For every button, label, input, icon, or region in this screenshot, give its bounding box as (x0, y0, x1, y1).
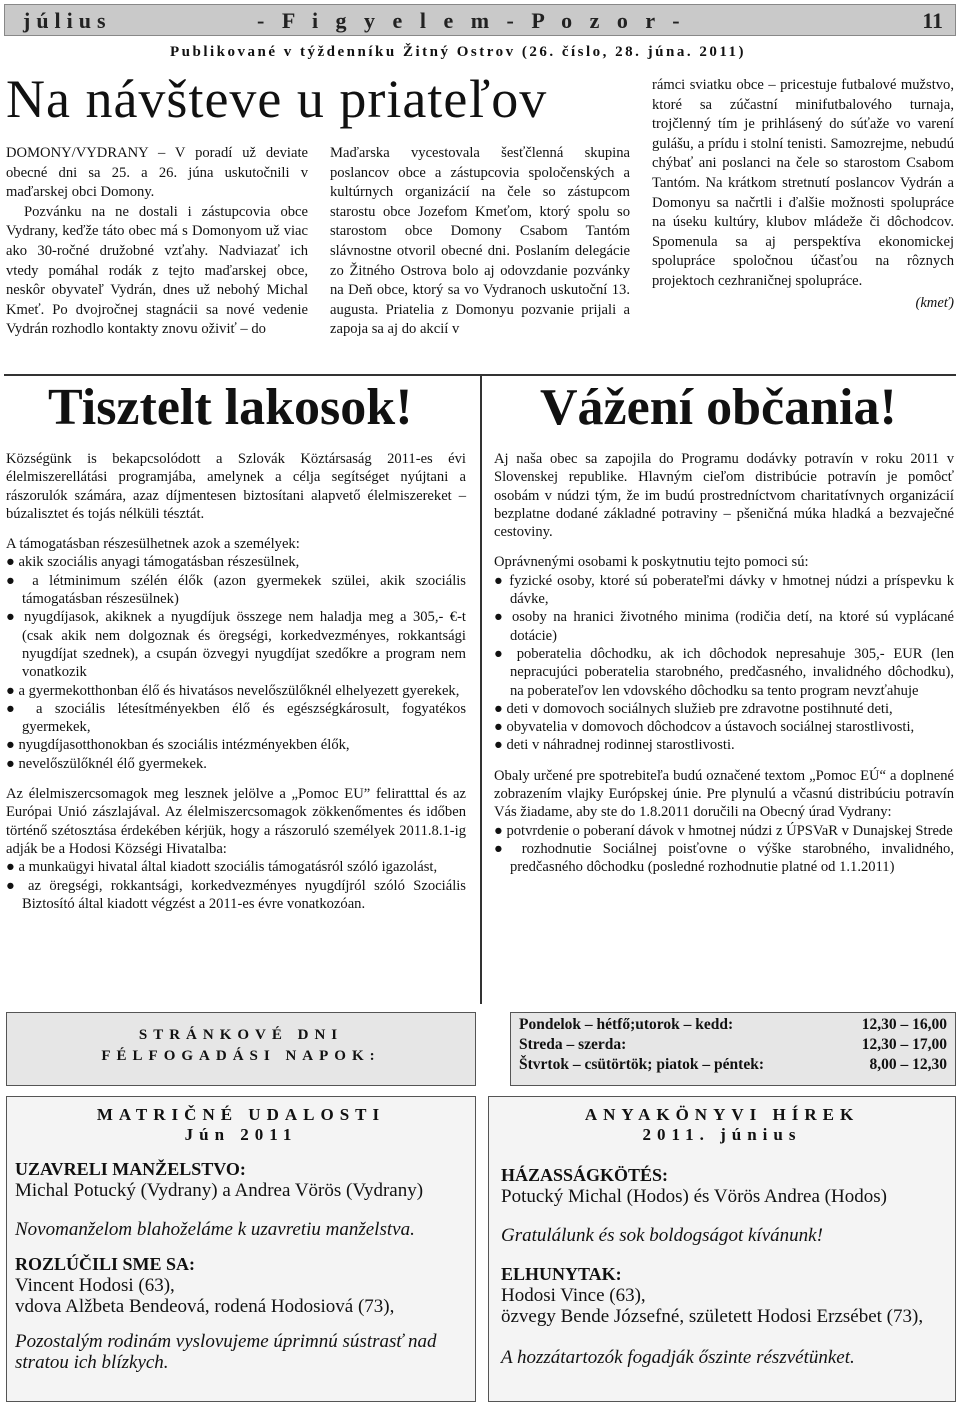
register-sk-died-heading: ROZLÚČILI SME SA: (15, 1254, 196, 1274)
column-divider (480, 374, 482, 1004)
register-hu-died: Hodosi Vince (63), (501, 1285, 646, 1306)
sk-packages: Obaly určené pre spotrebiteľa budú označené textom „Pomoc EÚ“ a doplnené zobrazením vlajky Európskej únie. Pre plynulú a včasnú distribúciu potravín Vás žiadame, aby ste do 1.8.2011 doručili na Obecný úrad Vydrany: (494, 767, 954, 821)
table-row (519, 1035, 947, 1055)
office-hours-label-box (6, 1012, 476, 1086)
hours-days: Pondelok – hétfő;utorok – kedd: (519, 1016, 734, 1033)
register-sk-died: Vincent Hodosi (63), (15, 1275, 175, 1296)
article-col-2 (330, 144, 630, 340)
list-item: ● potvrdenie o poberaní dávok v hmotnej núdzi z ÚPSVaR v Dunajskej Strede (494, 822, 953, 839)
table-row (519, 1055, 947, 1075)
list-item: ● nyugdíjasotthonokban és szociális intézményekben élők, (6, 737, 350, 754)
article-paragraph: Maďarska vycestovala šesťčlenná skupina poslancov obce a zástupcovia spoločenských a kultúrnych organizácií na čele so zástupcom starostu obce Jozefom Kmeťom, ktorý spolu so starostom obce Domony Csabom Tantóm slávnostne otvoril obecné dni. Poslaním delegácie zo Žitného Ostrova bolo aj odovzdanie pozvánky na Deň obce, ktorý sa vo Vydranoch uskutoční 13. augusta. Priatelia z Domonyu pozvanie prijali a zapoja sa aj do akcií v (330, 145, 630, 338)
header-month: július (23, 8, 112, 33)
register-hu-wish: Gratulálunk és sok boldogságot kívánunk! (501, 1225, 823, 1246)
table-row (519, 1015, 947, 1035)
list-item: ● a szociális létesítményekben élő és egészségkárosult, fogyatékos gyermekek, (6, 700, 466, 736)
list-item: ● a munkaügyi hivatal által kiadott szociális támogatásról szóló igazolást, (6, 859, 438, 876)
list-item: ● fyzické osoby, ktoré sú poberateľmi dávky v hmotnej núdzi a príspevku k dávke, (494, 572, 954, 608)
hu-eligible-heading: A támogatásban részesülhetnek azok a személyek: (6, 536, 300, 553)
register-sk-married: Michal Potucký (Vydrany) a Andrea Vörös (Vydrany) (15, 1180, 424, 1201)
register-sk-condolence: Pozostalým rodinám vyslovujeme úprimnú sústrasť nad stratou ich blízkych. (15, 1331, 437, 1373)
list-item: ● nevelőszülőknél élő gyermekek. (6, 755, 207, 772)
article-paragraph: DOMONY/VYDRANY – V poradí už deviate obecné dni sa 25. a 26. júna uskutočnili v maďarskej obci Domony. (6, 145, 308, 201)
article-paragraph: rámci sviatku obce – pricestuje futbalové mužstvo, ktoré sa zúčastní minifutbalového turnaja, trojčlenný tím je prihlásený do súťaže vo varení gulášu, a prídu i stolní tenisti. Samozrejme, nebudú chýbať ani poslanci na čele so starostom Csabom Tantóm. Na krátkom stretnutí poslancov Vydrán a Domonyu sa načrtli i ďalšie možnosti spolupráce na úseku kultúry, klubov mládeže či dôchodcov. Spomenula sa aj perspektíva ekonomickej spolupráce spoločnou účasťou na rôznych projektoch cezhraničnej spolupráce. (652, 77, 954, 289)
hu-notice-body (6, 450, 466, 913)
list-item: ● az öregségi, rokkantsági, korkedvezményes nyugdíjról szóló Szociális Biztosító által kiadott végzést a 2011-es évre vonatkozóan. (6, 877, 466, 912)
register-hu-married-heading: HÁZASSÁGKÖTÉS: (501, 1165, 669, 1185)
article-paragraph: Pozvánku na ne dostali i zástupcovia obce Vydrany, keďže táto obec má s Domonyom už viac ako 30-ročné družobné vzťahy. Nadviazať ich vtedy pomáhal rodák z tejto maďarskej obce, neskôr obyvateľ Vydrán, dnes už nebohý Michal Kmeť. Po dvojročnej stagnácii sa nové vedenie Vydrán rozhodlo kontakty znovu oživiť – do (6, 203, 308, 338)
list-item: ● deti v náhradnej rodinnej starostlivosti. (494, 737, 735, 754)
list-item: ● obyvatelia v domovoch dôchodcov a ústavoch sociálnej starostlivosti, (494, 719, 915, 736)
list-item: ● deti v domovoch sociálnych služieb pre zdravotne postihnuté deti, (494, 700, 893, 717)
article-col-1 (6, 144, 308, 340)
list-item: ● a gyermekotthonban élő és hivatásos nevelőszülőknél elhelyezett gyerekek, (6, 682, 460, 699)
office-hours-label-hu: FÉLFOGADÁSI NAPOK: (101, 1048, 381, 1064)
register-hu-date: 2011. június (642, 1125, 802, 1144)
list-item: ● akik szociális anyagi támogatásban részesülnek, (6, 554, 300, 571)
sk-notice-title: Vážení občania! (540, 379, 897, 436)
hu-notice-title: Tisztelt lakosok! (48, 379, 413, 436)
hu-packages: Az élelmiszercsomagok meg lesznek jelölve a „Pomoc EU” feliratttal és az Európai Unió zászlajával. Az élelmiszercsomagok zökkenőmentes és időben történő szétosztása érdekében kérjük, hogy a rászoruló személyek 2011.8.1-ig adják be a Hodosi Községi Hivatalba: (6, 786, 466, 857)
hours-time: 12,30 – 16,00 (861, 1016, 947, 1033)
office-hours-table (519, 1015, 947, 1075)
hours-time: 12,30 – 17,00 (861, 1036, 947, 1053)
register-sk-wish: Novomanželom blahoželáme k uzavretiu manželstva. (15, 1219, 415, 1240)
page-header (4, 4, 956, 36)
register-hu-married: Potucký Michal (Hodos) és Vörös Andrea (Hodos) (501, 1186, 887, 1207)
header-section: - F i g y e l e m - P o z o r - (257, 8, 686, 33)
sk-notice-body (494, 450, 954, 877)
office-hours-table-box (510, 1012, 956, 1086)
sk-eligible-heading: Oprávnenými osobami k poskytnutiu tejto pomoci sú: (494, 554, 809, 571)
register-hu-title: ANYAKÖNYVI HÍREK (584, 1105, 860, 1124)
list-item: ● poberatelia dôchodku, ak ich dôchodok nepresahuje 305,- EUR (len nepracujúci poberatelia starobného, predčasného, invalidného dôchodku), na poberateľov len vdovského dôchodku sa tento program nevzťahuje (494, 645, 954, 699)
register-sk-married-heading: UZAVRELI MANŽELSTVO: (15, 1159, 246, 1179)
list-item: ● osoby na hranici životného minima (rodičia detí, na ktoré sú vyplácané dotácie) (494, 609, 954, 644)
list-item: ● a létminimum szélén élők (azon gyermekek szülei, akik szociális támogatásban részesülnek) (6, 572, 466, 608)
office-hours-label-sk: STRÁNKOVÉ DNI (138, 1027, 344, 1043)
publication-note: Publikované v týždenníku Žitný Ostrov (26. číslo, 28. júna. 2011) (170, 44, 747, 60)
register-hu (488, 1096, 956, 1402)
register-hu-died-heading: ELHUNYTAK: (501, 1264, 622, 1284)
list-item: ● nyugdíjasok, akiknek a nyugdíjuk összege nem haladja meg a 305,- €-t (csak akik nem dolgoznak és öregségi, korkedvezményes, rokkantsági nyugdíjat szednek), a csupán özvegyi nyugdíjat szedőkre a program nem vonatkozik (6, 609, 466, 681)
hours-days: Streda – szerda: (519, 1036, 627, 1053)
register-sk-date: Jún 2011 (184, 1125, 298, 1144)
hu-intro: Községünk is bekapcsolódott a Szlovák Köztársaság 2011-es évi élelmiszerellátási programjába, amelynek a célja segítséget nyújtani a rászorulók számára, azaz díjmentesen biztosítani alapvető élelmiszereket – búzalisztet és tojás nélküli tésztát. (6, 451, 466, 522)
header-page-number: 11 (922, 8, 943, 33)
register-hu-died: özvegy Bende Józsefné, született Hodosi Erzsébet (73), (501, 1306, 924, 1327)
register-hu-condolence: A hozzátartozók fogadják őszinte részvétünket. (501, 1347, 855, 1368)
article-signature: (kmeť) (915, 294, 954, 311)
hours-days: Štvrtok – csütörtök; piatok – péntek: (519, 1056, 764, 1073)
article-title: Na návšteve u priateľov (6, 69, 548, 129)
sk-intro: Aj naša obec sa zapojila do Programu dodávky potravín v roku 2011 v Slovenskej republike. Hlavným cieľom distribúcie potravín je pomôcť osobám v núdzi tým, že im budú prostredníctvom charitatívnych organizácií bezplatne dodané základné potraviny – pšeničná múka hladká a bezvaječné cestoviny. (494, 451, 954, 541)
register-sk-title: MATRIČNÉ UDALOSTI (96, 1105, 386, 1124)
hours-time: 8,00 – 12,30 (869, 1056, 947, 1073)
article-col-3 (652, 76, 954, 313)
register-sk (6, 1096, 476, 1402)
list-item: ● rozhodnutie Sociálnej poisťovne o výške starobného, invalidného, predčasného dôchodku (posledné rozhodnutie platné od 1.1.2011) (494, 840, 954, 876)
register-sk-died: vdova Alžbeta Bendeová, rodená Hodosiová (73), (15, 1296, 395, 1317)
